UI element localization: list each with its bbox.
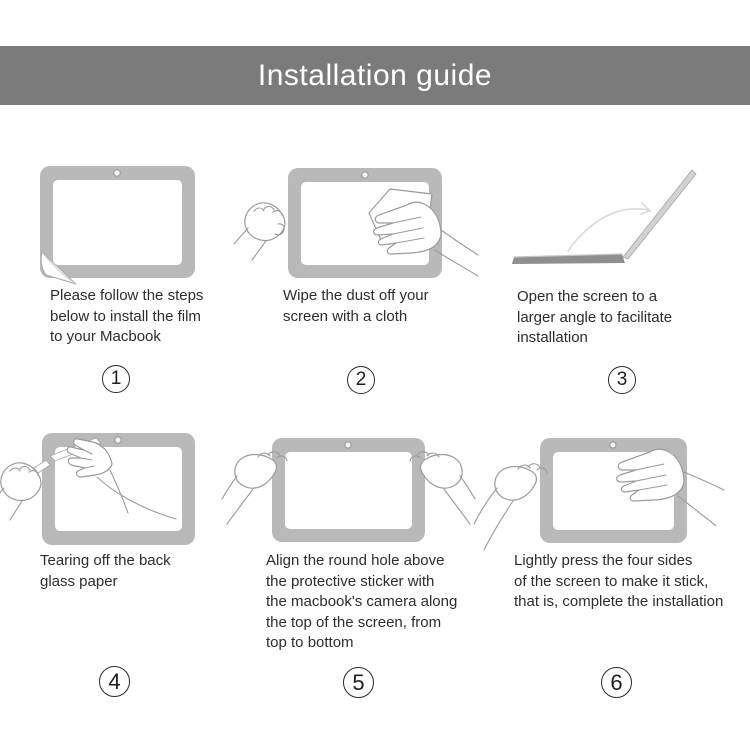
hands-pressing-screen-icon (480, 420, 750, 560)
step-4-description: Tearing off the back glass paper (40, 552, 171, 590)
step-1-number-badge: 1 (102, 365, 130, 393)
step-6-description: Lightly press the four sides of the screen to make it stick, that is, complete the installation (514, 552, 724, 611)
step-3-number-badge: 3 (608, 366, 636, 394)
hand-wiping-screen-icon (228, 158, 478, 293)
laptop-opened-side-view-icon (498, 158, 728, 283)
step-2-description: Wipe the dust off your screen with a cloth (283, 287, 429, 325)
step-5-number-badge: 5 (343, 667, 374, 698)
header-banner (0, 46, 750, 105)
page-title: Installation guide (257, 58, 493, 92)
hands-tearing-paper-icon (0, 420, 250, 560)
step-4-number-badge: 4 (99, 666, 130, 697)
step-1-description: Please follow the steps below to install the film to your Macbook (50, 287, 204, 346)
hands-holding-film-icon (230, 420, 510, 555)
step-6-number-badge: 6 (601, 667, 632, 698)
screen-film-peeled-corner-icon (28, 158, 208, 288)
step-2-number-badge: 2 (347, 366, 375, 394)
step-5-description: Align the round hole above the protective sticker with the macbook's camera along the top of the screen, from top to bottom (266, 552, 458, 652)
step-3-description: Open the screen to a larger angle to facilitate installation (517, 288, 673, 347)
